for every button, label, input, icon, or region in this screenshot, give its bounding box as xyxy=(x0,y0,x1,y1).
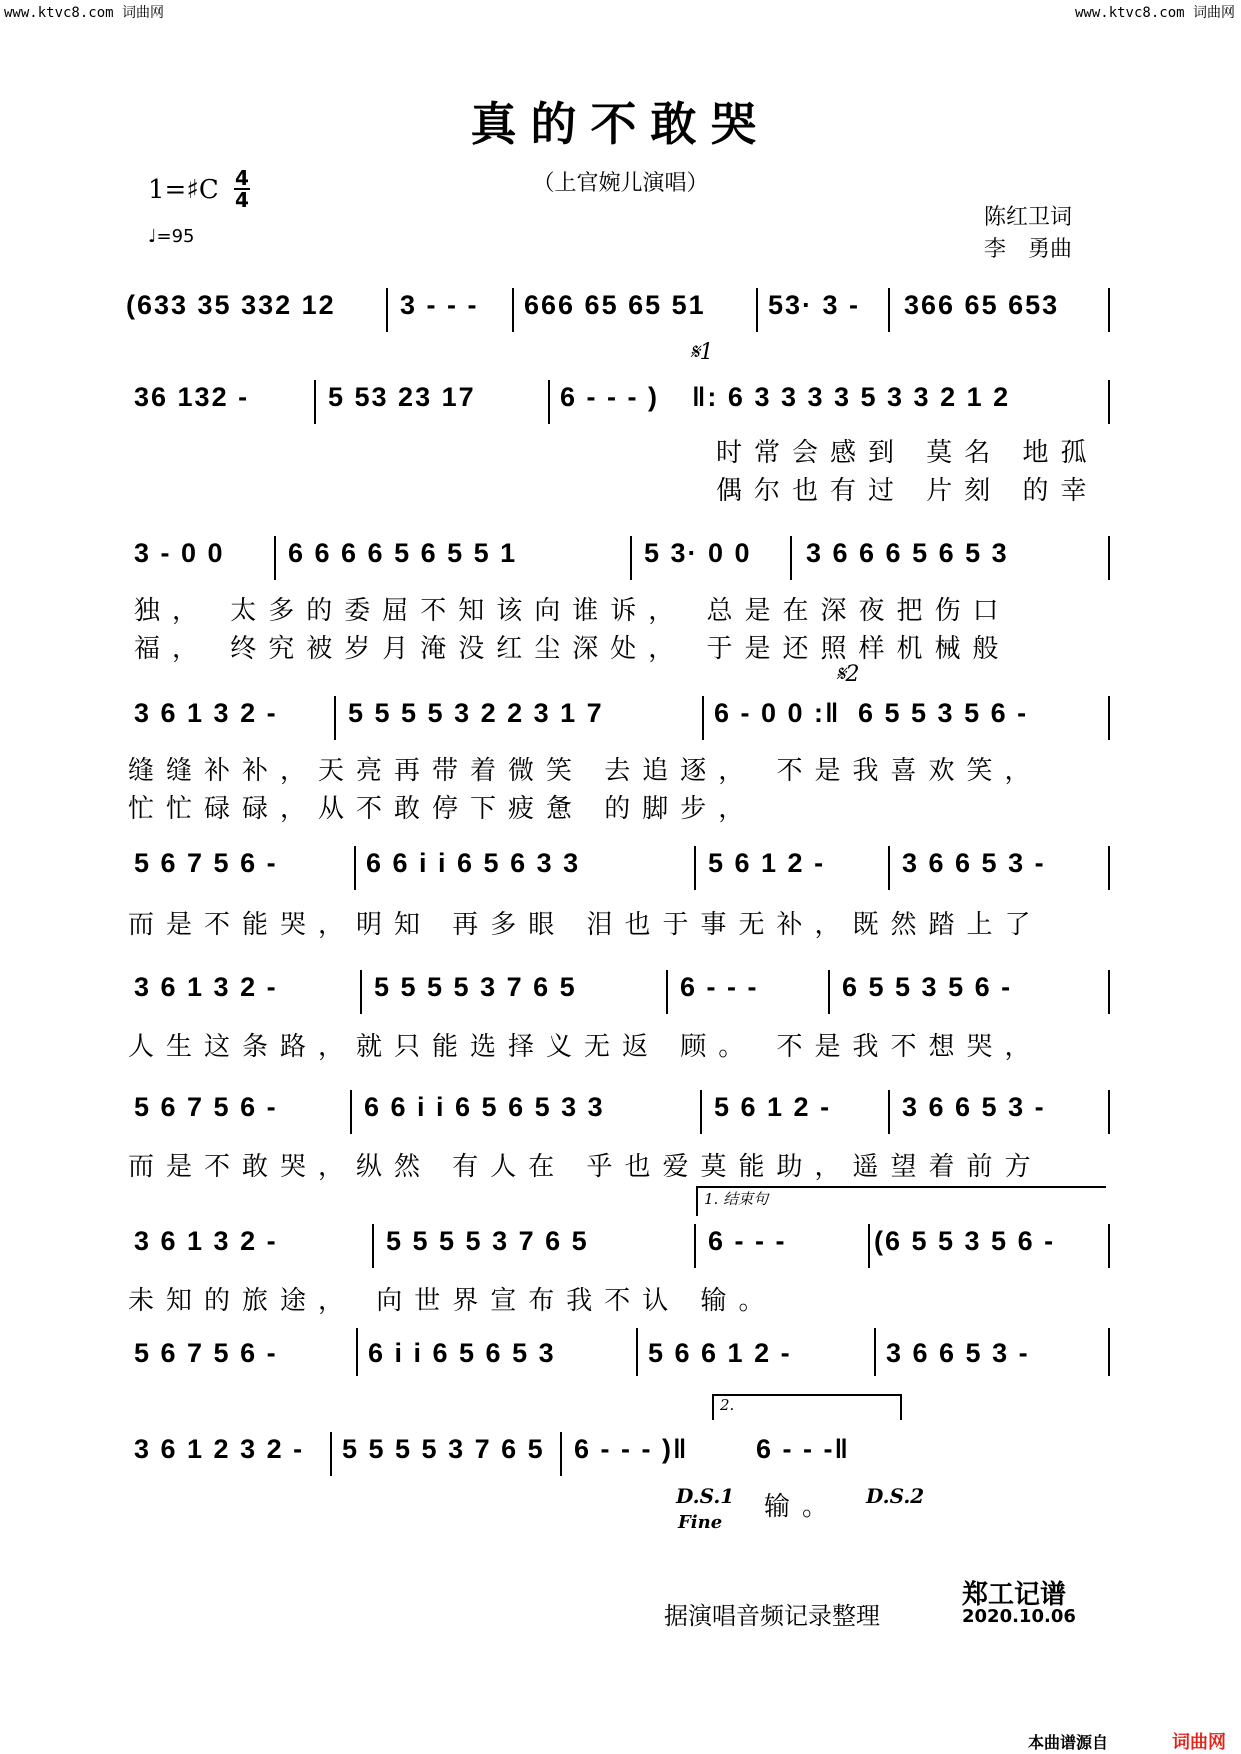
barline xyxy=(360,970,362,1014)
song-subtitle: （上官婉儿演唱） xyxy=(532,171,709,196)
measure: 6 5 5 3 5 6 - xyxy=(842,972,1013,1002)
barline xyxy=(1108,1224,1110,1268)
measure: 6 6 i i 6 5 6 5 3 3 xyxy=(364,1092,605,1122)
measure: (633 35 332 12 xyxy=(126,290,336,320)
measure: 5 6 7 5 6 - xyxy=(134,1338,278,1368)
measure: 5 53 23 17 xyxy=(328,382,476,412)
measure: 5 5 5 5 3 7 6 5 xyxy=(342,1434,545,1464)
volta-2-label: 2. xyxy=(720,1396,735,1414)
barline xyxy=(350,1090,352,1134)
site-logo: 词曲网 xyxy=(1172,1732,1226,1753)
measure: 3 - - - xyxy=(400,290,479,320)
barline xyxy=(1108,1090,1110,1134)
measure: 6 6 6 6 5 6 5 5 1 xyxy=(288,538,518,568)
barline xyxy=(694,846,696,890)
measure: 3 6 1 2 3 2 - xyxy=(134,1434,305,1464)
lyric-line-verse-2: 福， 终究被岁月淹没红尘深处， 于是还照样机械般 xyxy=(134,634,1011,664)
volta-2-bracket-left xyxy=(712,1394,714,1420)
volta-2-bracket-right xyxy=(900,1394,902,1420)
measure: 3 6 1 3 2 - xyxy=(134,1226,278,1256)
lyric-line-verse-1: 缝缝补补，天亮再带着微笑 去追逐， 不是我喜欢笑， xyxy=(128,756,1043,786)
lyric-line: 而是不能哭，明知 再多眼 泪也于事无补，既然踏上了 xyxy=(128,910,1043,940)
lyric-line: 人生这条路，就只能选择义无返 顾。 不是我不想哭， xyxy=(128,1032,1043,1062)
segno-2-sign: 𝄋2 xyxy=(836,662,860,687)
lyric-line: 未知的旅途， 向世界宣布我不认 输。 xyxy=(128,1286,777,1316)
barline xyxy=(636,1328,638,1376)
time-signature-bottom: 4 xyxy=(235,188,249,212)
measure: 3 6 1 3 2 - xyxy=(134,698,278,728)
measure: 6 - - - )‖ xyxy=(574,1434,689,1464)
segno-1-sign: 𝄋1 xyxy=(690,340,714,365)
barline xyxy=(694,1224,696,1268)
measure: 366 65 653 xyxy=(904,290,1060,320)
measure: ‖: 6 3 3 3 3 5 3 3 2 1 2 xyxy=(692,382,1011,412)
transcription-date: 2020.10.06 xyxy=(962,1606,1076,1627)
lyric-line-verse-2: 偶尔也有过 片刻 的幸 xyxy=(716,476,1099,506)
measure: 53· 3 - xyxy=(768,290,861,320)
measure: 5 5 5 5 3 2 2 3 1 7 xyxy=(348,698,604,728)
barline xyxy=(1108,846,1110,890)
measure: 6 6 i i 6 5 6 3 3 xyxy=(366,848,581,878)
source-note: 本曲谱源自 xyxy=(1028,1733,1109,1752)
ds2-marking: D.S.2 xyxy=(866,1484,925,1508)
barline xyxy=(700,1090,702,1134)
measure: 6 i i 6 5 6 5 3 xyxy=(368,1338,556,1368)
barline xyxy=(512,288,514,332)
lyric-line: 输。 xyxy=(764,1492,841,1522)
measure: (6 5 5 3 5 6 - xyxy=(874,1226,1056,1256)
barline xyxy=(1108,380,1110,424)
ds1-marking: D.S.1 xyxy=(676,1484,735,1508)
measure: 5 3· 0 0 xyxy=(644,538,752,568)
barline xyxy=(874,1328,876,1376)
time-signature-top: 4 xyxy=(235,166,249,190)
composer-credit: 李 勇曲 xyxy=(984,237,1073,262)
transcription-note: 据演唱音频记录整理 xyxy=(664,1602,880,1630)
volta-2-bracket xyxy=(712,1394,902,1396)
barline xyxy=(548,380,550,424)
barline xyxy=(868,1224,870,1268)
barline xyxy=(372,1224,374,1268)
volta-1-label: 1. 结束句 xyxy=(704,1190,769,1208)
measure: 5 6 1 2 - xyxy=(714,1092,832,1122)
time-signature xyxy=(234,168,250,210)
tempo-marking: ♩=95 xyxy=(148,226,195,247)
barline xyxy=(702,696,704,740)
measure: 5 6 7 5 6 - xyxy=(134,1092,278,1122)
lyric-line: 而是不敢哭，纵然 有人在 乎也爱莫能助，遥望着前方 xyxy=(128,1152,1043,1182)
measure: 5 6 7 5 6 - xyxy=(134,848,278,878)
barline xyxy=(1108,1328,1110,1376)
measure: 6 - - -‖ xyxy=(756,1434,850,1464)
barline xyxy=(828,970,830,1014)
measure: 3 6 6 5 3 - xyxy=(902,1092,1046,1122)
measure: 36 132 - xyxy=(134,382,250,412)
measure: 5 5 5 5 3 7 6 5 xyxy=(374,972,577,1002)
barline xyxy=(888,288,890,332)
barline xyxy=(356,1328,358,1376)
lyric-line-verse-1: 时常会感到 莫名 地孤 xyxy=(716,438,1099,468)
scribe-credit: 郑工记谱 xyxy=(962,1580,1067,1610)
measure: 5 5 5 5 3 7 6 5 xyxy=(386,1226,589,1256)
barline xyxy=(330,1432,332,1476)
barline xyxy=(354,846,356,890)
barline xyxy=(274,536,276,580)
measure: 5 6 1 2 - xyxy=(708,848,826,878)
measure: 3 - 0 0 xyxy=(134,538,225,568)
barline xyxy=(1108,536,1110,580)
measure: 6 5 5 3 5 6 - xyxy=(858,698,1029,728)
barline xyxy=(1108,970,1110,1014)
lyric-line-verse-1: 独， 太多的委屈不知该向谁诉， 总是在深夜把伤口 xyxy=(134,596,1011,626)
barline xyxy=(756,288,758,332)
barline xyxy=(888,1090,890,1134)
lyric-line-verse-2: 忙忙碌碌，从不敢停下疲惫 的脚步， xyxy=(128,794,757,824)
measure: 3 6 6 5 3 - xyxy=(902,848,1046,878)
barline xyxy=(790,536,792,580)
barline xyxy=(1108,288,1110,332)
measure: 6 - - - xyxy=(680,972,759,1002)
barline xyxy=(334,696,336,740)
measure: 3 6 6 6 5 6 5 3 xyxy=(806,538,1009,568)
measure: 6 - - - xyxy=(708,1226,787,1256)
barline xyxy=(560,1432,562,1476)
barline xyxy=(630,536,632,580)
barline xyxy=(386,288,388,332)
measure: 3 6 1 3 2 - xyxy=(134,972,278,1002)
fine-marking: Fine xyxy=(678,1512,723,1533)
measure: 3 6 6 5 3 - xyxy=(886,1338,1030,1368)
barline xyxy=(1108,696,1110,740)
site-watermark-right: www.ktvc8.com 词曲网 xyxy=(1074,5,1235,21)
volta-1-bracket-left xyxy=(696,1186,698,1216)
barline xyxy=(314,380,316,424)
measure: 5 6 6 1 2 - xyxy=(648,1338,792,1368)
song-title: 真的不敢哭 xyxy=(470,97,771,151)
barline xyxy=(888,846,890,890)
lyricist-credit: 陈红卫词 xyxy=(984,205,1073,230)
measure: 666 65 65 51 xyxy=(524,290,706,320)
site-watermark-left: www.ktvc8.com 词曲网 xyxy=(4,5,165,21)
key-signature: 1=♯C xyxy=(148,175,219,205)
measure: 6 - - - ) xyxy=(560,382,659,412)
barline xyxy=(666,970,668,1014)
measure: 6 - 0 0 :‖ xyxy=(714,698,841,728)
